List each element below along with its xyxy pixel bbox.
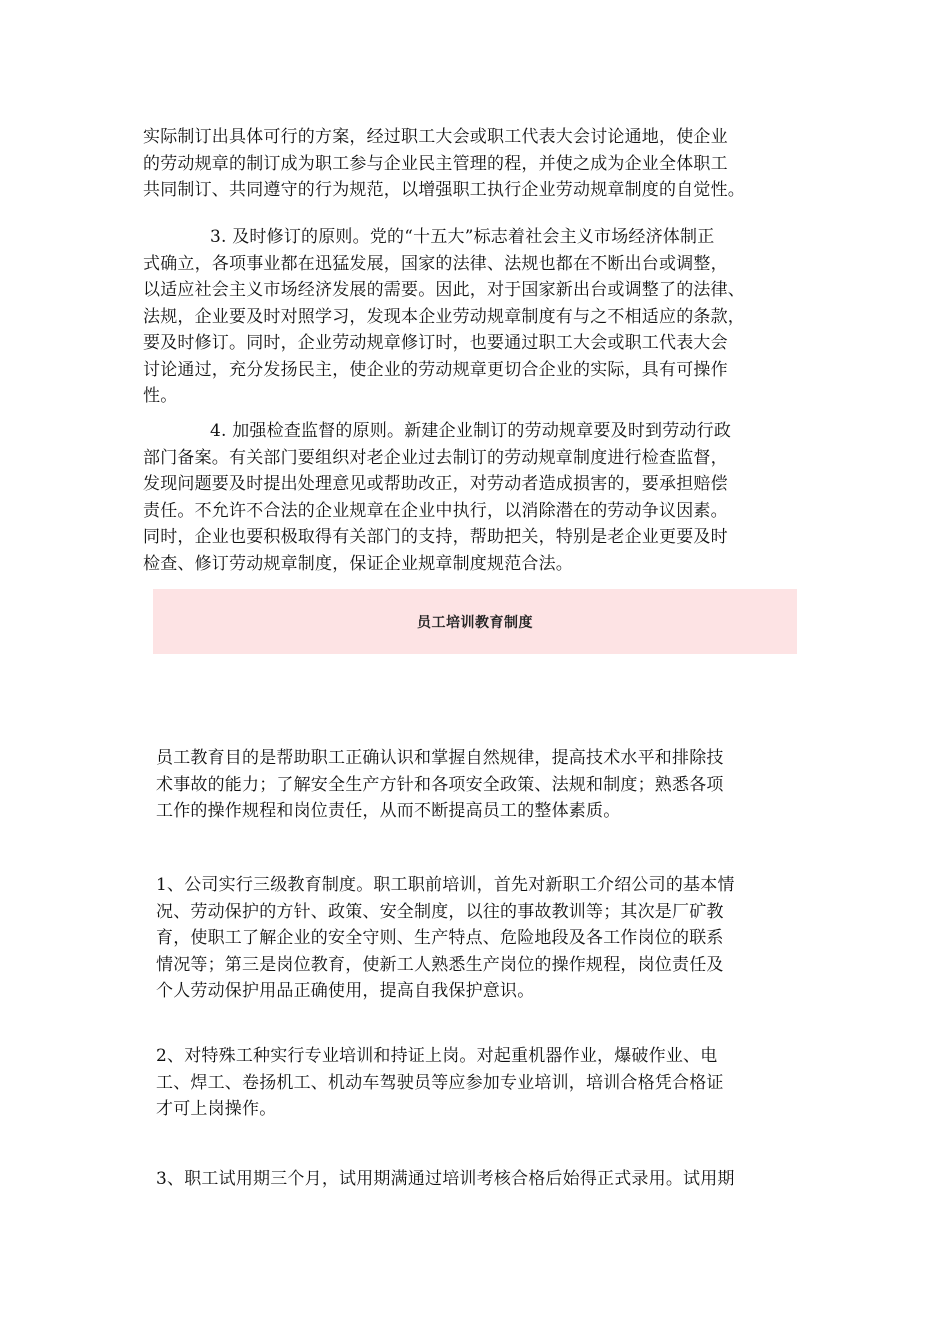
text-line: 3、职工试用期三个月，试用期满通过培训考核合格后始得正式录用。试用期 [156, 1169, 735, 1189]
text-line: 部门备案。有关部门要组织对老企业过去制订的劳动规章制度进行检查监督， [143, 447, 728, 468]
text-line: 才可上岗操作。 [156, 1099, 277, 1119]
text-line: 同时，企业也要积极取得有关部门的支持，帮助把关，特别是老企业更要及时 [143, 527, 728, 547]
text-line: 法规，企业要及时对照学习，发现本企业劳动规章制度有与之不相适应的条款， [143, 306, 745, 327]
text-line: 术事故的能力；了解安全生产方针和各项安全政策、法规和制度；熟悉各项 [156, 774, 724, 795]
text-line: 检查、修订劳动规章制度，保证企业规章制度规范合法。 [143, 553, 573, 574]
list-item-special-training [156, 1043, 724, 1123]
text-line: 的劳动规章的制订成为职工参与企业民主管理的程，并使之成为企业全体职工 [143, 153, 728, 174]
text-line: 工作的操作规程和岗位责任，从而不断提高员工的整体素质。 [156, 801, 621, 821]
text-line: 要及时修订。同时，企业劳动规章修订时，也要通过职工大会或职工代表大会 [143, 333, 728, 353]
text-line: 个人劳动保护用品正确使用，提高自我保护意识。 [156, 981, 535, 1001]
text-line: 式确立，各项事业都在迅猛发展，国家的法律、法规也都在不断出台或调整， [143, 253, 728, 274]
paragraph-supervision [143, 418, 731, 577]
text-line: 责任。不允许不合法的企业规章在企业中执行，以消除潜在的劳动争议因素。 [143, 500, 728, 521]
section-heading-box [153, 589, 797, 654]
list-item-probation [156, 1166, 735, 1193]
text-line: 况、劳动保护的方针、政策、安全制度，以往的事故教训等；其次是厂矿教 [156, 901, 724, 922]
text-line: 4. 加强检查监督的原则。新建企业制订的劳动规章要及时到劳动行政 [210, 421, 732, 441]
text-line: 2、对特殊工种实行专业培训和持证上岗。对起重机器作业，爆破作业、电 [156, 1046, 718, 1066]
text-line: 1、公司实行三级教育制度。职工职前培训，首先对新职工介绍公司的基本情 [156, 875, 735, 895]
text-line: 性。 [143, 386, 178, 406]
text-line: 工、焊工、卷扬机工、机动车驾驶员等应参加专业培训，培训合格凭合格证 [156, 1072, 724, 1093]
text-line: 以适应社会主义市场经济发展的需要。因此，对于国家新出台或调整了的法律、 [143, 280, 745, 300]
text-line: 实际制订出具体可行的方案，经过职工大会或职工代表大会讨论通地，使企业 [143, 127, 728, 147]
text-line: 情况等；第三是岗位教育，使新工人熟悉生产岗位的操作规程，岗位责任及 [156, 954, 724, 975]
text-line: 3. 及时修订的原则。党的“十五大”标志着社会主义市场经济体制正 [210, 227, 715, 247]
text-line: 共同制订、共同遵守的行为规范，以增强职工执行企业劳动规章制度的自觉性。 [143, 180, 745, 200]
text-line: 讨论通过，充分发扬民主，使企业的劳动规章更切合企业的实际，具有可操作 [143, 359, 728, 380]
text-line: 员工教育目的是帮助职工正确认识和掌握自然规律，提高技术水平和排除技 [156, 748, 724, 768]
section-heading: 员工培训教育制度 [417, 614, 533, 631]
text-line: 发现问题要及时提出处理意见或帮助改正，对劳动者造成损害的，要承担赔偿 [143, 474, 728, 494]
list-item-three-level-education [156, 872, 735, 1005]
paragraph-training-purpose [156, 745, 724, 825]
text-line: 育，使职工了解企业的安全守则、生产特点、危险地段及各工作岗位的联系 [156, 928, 724, 948]
paragraph-timely-revision [143, 224, 745, 410]
paragraph-democratic-principle [143, 124, 745, 204]
